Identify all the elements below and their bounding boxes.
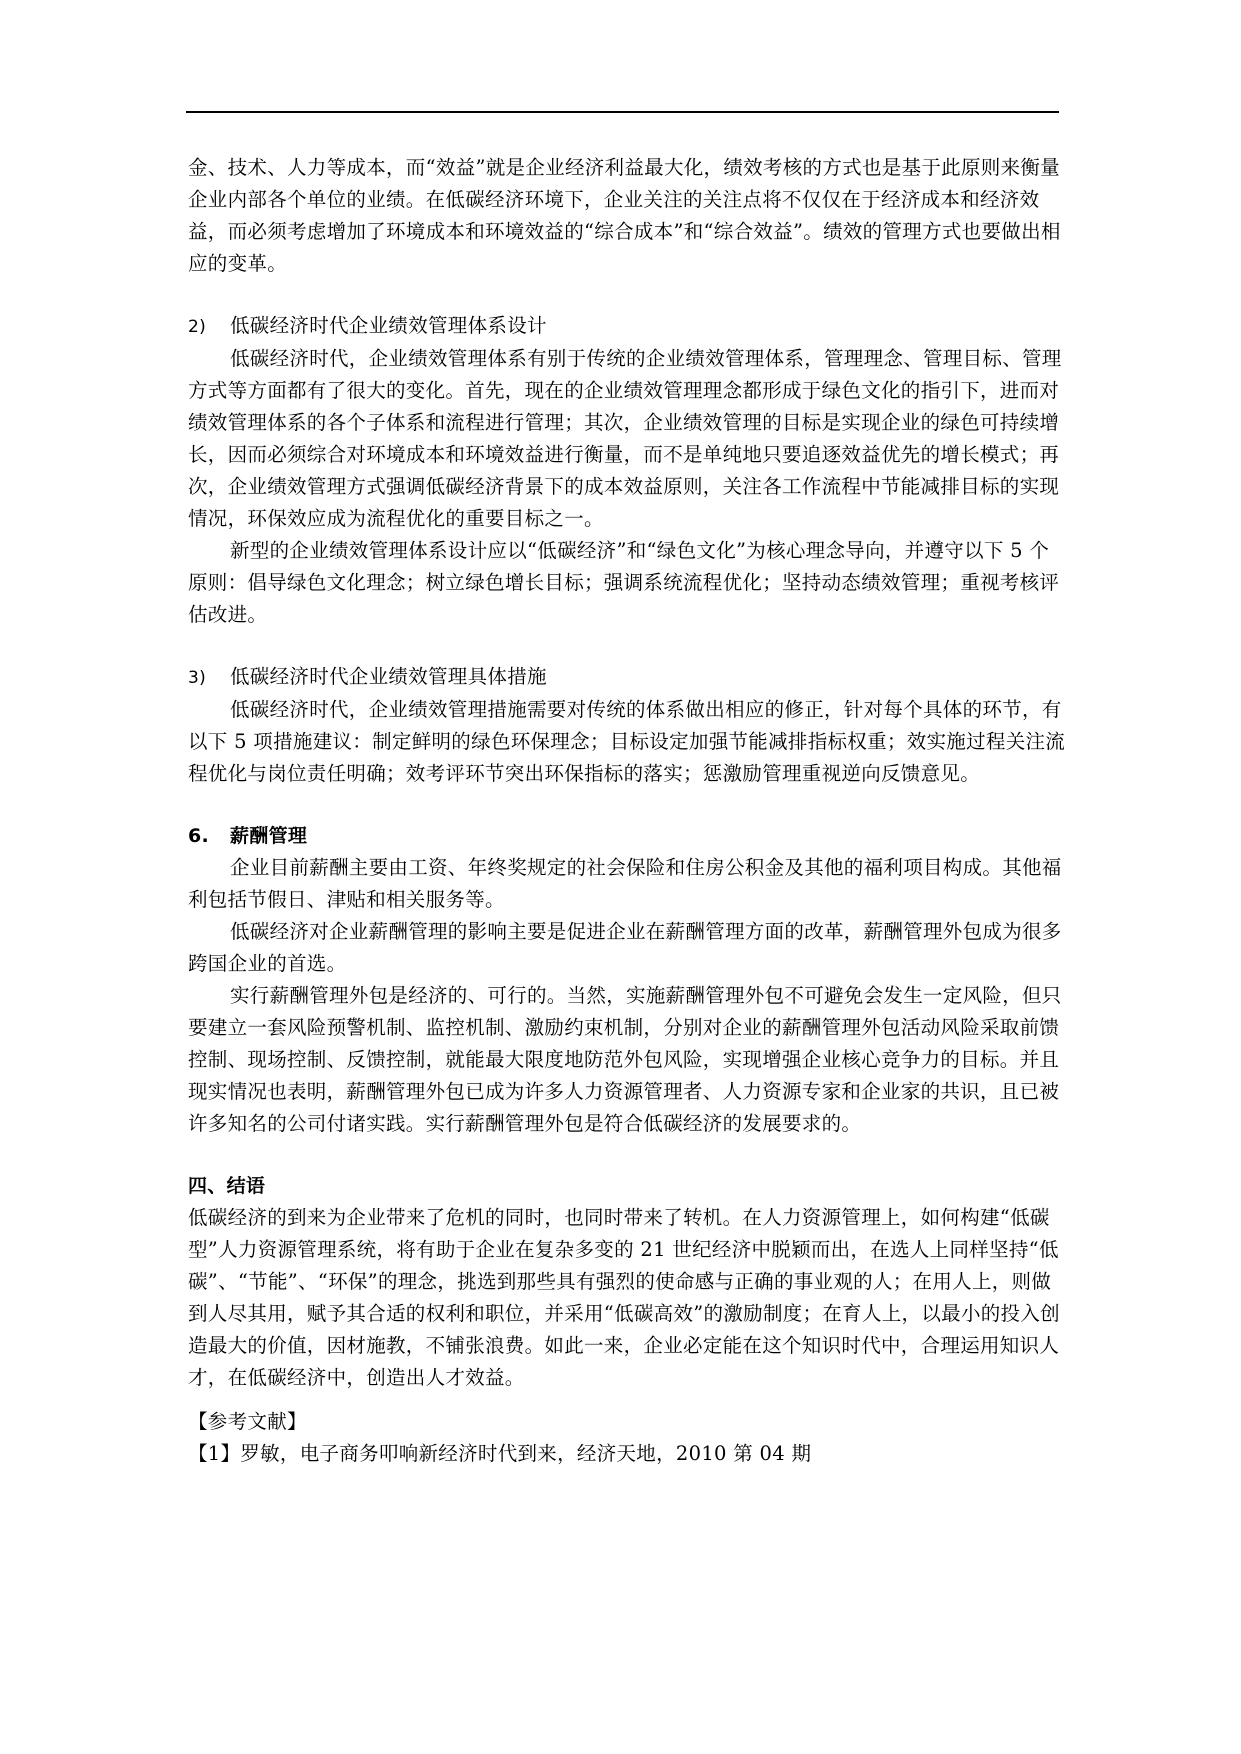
- subsection-heading-2: [188, 310, 1068, 343]
- subsection-number: 3): [188, 668, 207, 688]
- conclusion-heading: 四、结语: [188, 1175, 266, 1197]
- section-title: 薪酬管理: [230, 825, 308, 847]
- paragraph: 新型的企业绩效管理体系设计应以“低碳经济”和“绿色文化”为核心理念导向，并遵守以下 5 个原则：倡导绿色文化理念；树立绿色增长目标；强调系统流程优化；坚持动态绩效管理；重视考核评估改进。: [188, 539, 1060, 626]
- paragraph: 低碳经济时代，企业绩效管理措施需要对传统的体系做出相应的修正，针对每个具体的环节，有以下 5 项措施建议：制定鲜明的绿色环保理念；目标设定加强节能减排指标权重；效实施过程关注流程优化与岗位责任明确；效考评环节突出环保指标的落实；惩激励管理重视逆向反馈意见。: [188, 698, 1066, 785]
- subsection-number: 2): [188, 317, 207, 337]
- subsection-title: 低碳经济时代企业绩效管理体系设计: [230, 314, 547, 337]
- section-number: 6.: [188, 825, 210, 847]
- intro-paragraph: 金、技术、人力等成本，而“效益”就是企业经济利益最大化，绩效考核的方式也是基于此原则来衡量企业内部各个单位的业绩。在低碳经济环境下，企业关注的关注点将不仅仅在于经济成本和经济效益，而必须考虑增加了环境成本和环境效益的“综合成本”和“综合效益”。绩效的管理方式也要做出相应的变革。: [188, 156, 1061, 275]
- references-title: 【参考文献】: [188, 1410, 307, 1433]
- document-body: [188, 152, 1068, 1470]
- subsection-heading-3: [188, 661, 1068, 694]
- paragraph: 低碳经济时代，企业绩效管理体系有别于传统的企业绩效管理体系，管理理念、管理目标、管理方式等方面都有了很大的变化。首先，现在的企业绩效管理理念都形成于绿色文化的指引下，进而对绩效管理体系的各个子体系和流程进行管理；其次，企业绩效管理的目标是实现企业的绿色可持续增长，因而必须综合对环境成本和环境效益进行衡量，而不是单纯地只要追逐效益优先的增长模式；再次，企业绩效管理方式强调低碳经济背景下的成本效益原则，关注各工作流程中节能减排目标的实现情况，环保效应成为流程优化的重要目标之一。: [188, 347, 1062, 530]
- paragraph: 低碳经济对企业薪酬管理的影响主要是促进企业在薪酬管理方面的改革，薪酬管理外包成为很多跨国企业的首选。: [188, 920, 1062, 975]
- section-heading-6: [188, 820, 1068, 852]
- subsection-title: 低碳经济时代企业绩效管理具体措施: [230, 665, 547, 688]
- reference-item: 【1】罗敏，电子商务叩响新经济时代到来，经济天地，2010 第 04 期: [188, 1442, 812, 1465]
- header-rule: [186, 111, 1059, 113]
- conclusion-paragraph: 低碳经济的到来为企业带来了危机的同时，也同时带来了转机。在人力资源管理上，如何构建“低碳型”人力资源管理系统，将有助于企业在复杂多变的 21 世纪经济中脱颖而出，在选人上同样坚持“低碳”、“节能”、“环保”的理念，挑选到那些具有强烈的使命感与正确的事业观的人；在用人上，则做到人尽其用，赋予其合适的权利和职位，并采用“低碳高效”的激励制度；在育人上，以最小的投入创造最大的价值，因材施教，不铺张浪费。如此一来，企业必定能在这个知识时代中，合理运用知识人才，在低碳经济中，创造出人才效益。: [188, 1206, 1060, 1389]
- paragraph: 实行薪酬管理外包是经济的、可行的。当然，实施薪酬管理外包不可避免会发生一定风险，但只要建立一套风险预警机制、监控机制、激励约束机制，分别对企业的薪酬管理外包活动风险采取前馈控制、现场控制、反馈控制，就能最大限度地防范外包风险，实现增强企业核心竞争力的目标。并且现实情况也表明，薪酬管理外包已成为许多人力资源管理者、人力资源专家和企业家的共识，且已被许多知名的公司付诸实践。实行薪酬管理外包是符合低碳经济的发展要求的。: [188, 984, 1062, 1135]
- paragraph: 企业目前薪酬主要由工资、年终奖规定的社会保险和住房公积金及其他的福利项目构成。其他福利包括节假日、津贴和相关服务等。: [188, 856, 1062, 911]
